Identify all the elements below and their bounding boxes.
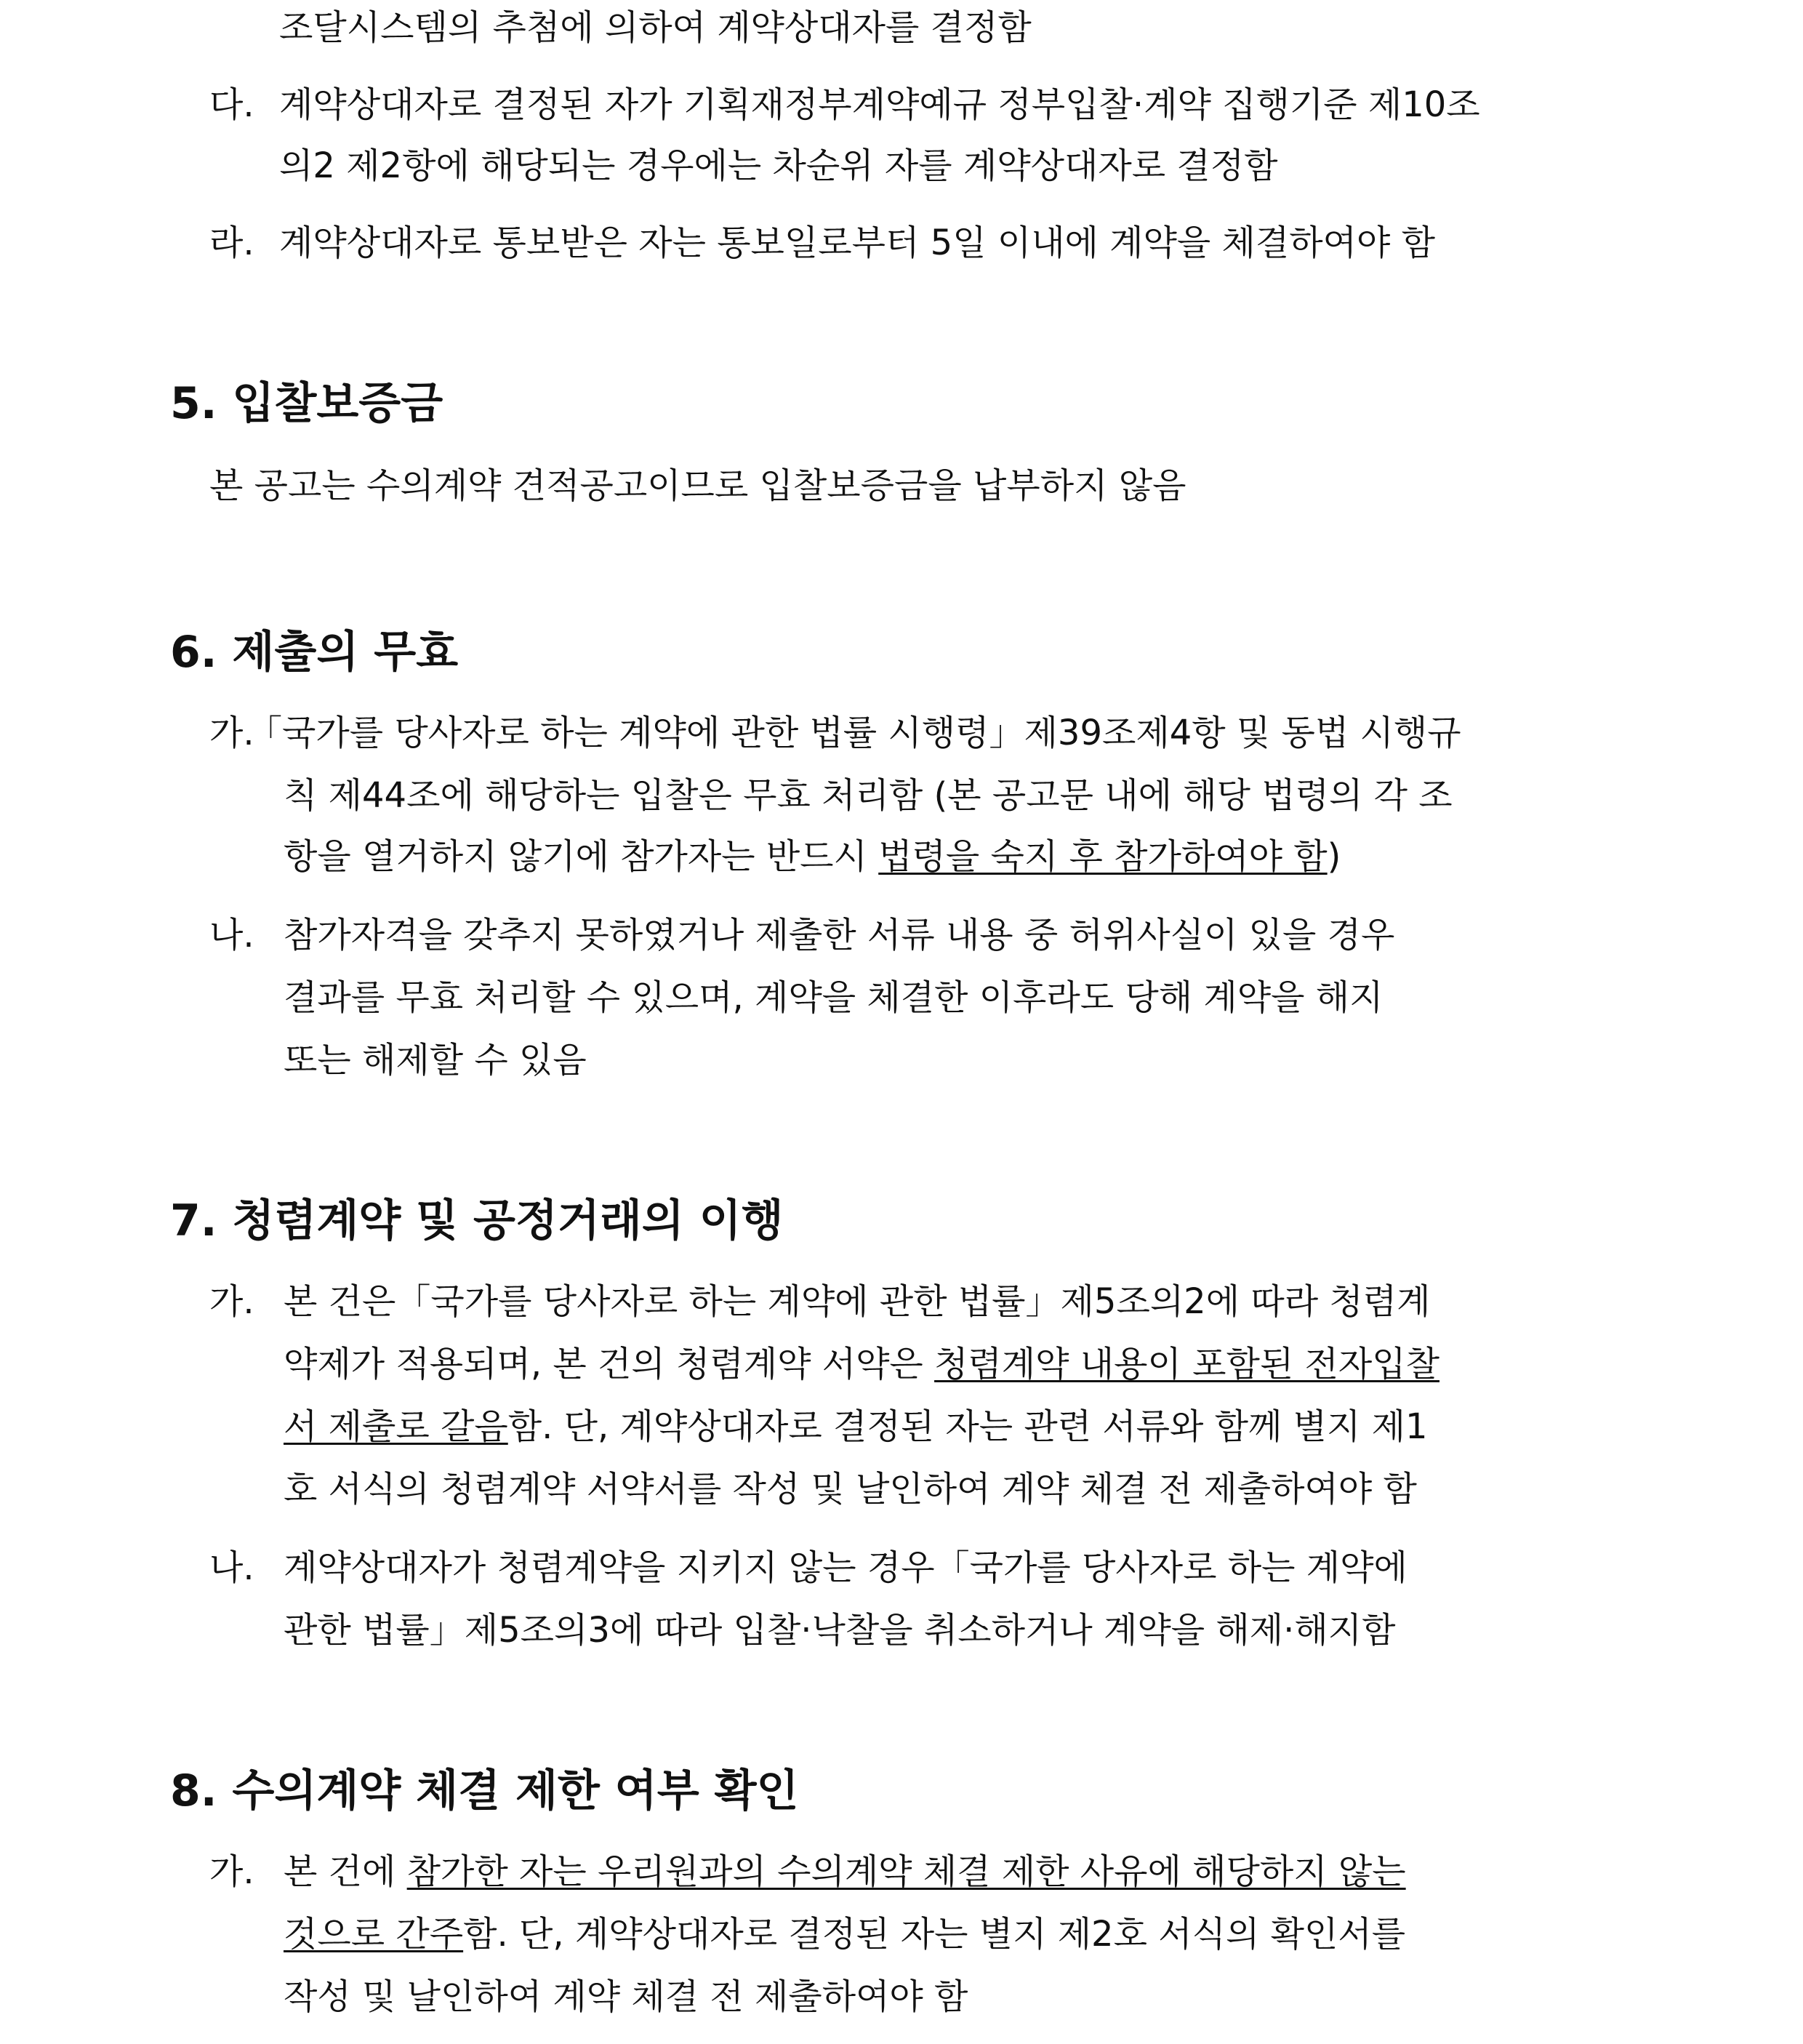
s4-item-ra-marker: 라. bbox=[209, 223, 254, 263]
s7-item-na-marker: 나. bbox=[209, 1547, 254, 1588]
section-8-title: 8. 수의계약 체결 제한 여부 확인 bbox=[170, 1766, 799, 1816]
s6-ga-line3-text: 항을 열거하지 않기에 참가자는 반드시 bbox=[284, 836, 879, 877]
s7-item-ga-line2 bbox=[284, 1344, 1439, 1384]
s7-item-na-line1: 계약상대자가 청렴계약을 지키지 않는 경우「국가를 당사자로 하는 계약에 bbox=[284, 1547, 1408, 1588]
s6-item-ga-marker: 가. bbox=[209, 713, 254, 753]
s6-ga-line3-close: ) bbox=[1327, 836, 1341, 877]
s8-item-ga-line2 bbox=[284, 1914, 1405, 1955]
s8-ga-line2-text: 함. 단, 계약상대자로 결정된 자는 별지 제2호 서식의 확인서를 bbox=[463, 1914, 1406, 1955]
s7-ga-line3-text: 함. 단, 계약상대자로 결정된 자는 관련 서류와 함께 별지 제1 bbox=[507, 1406, 1428, 1447]
s7-item-ga-line1: 본 건은「국가를 당사자로 하는 계약에 관한 법률」제5조의2에 따라 청렴계 bbox=[284, 1281, 1431, 1322]
s8-item-ga-marker: 가. bbox=[209, 1851, 254, 1892]
s6-item-na-line1: 참가자격을 갖추지 못하였거나 제출한 서류 내용 중 허위사실이 있을 경우 bbox=[284, 915, 1395, 955]
s8-ga-line1-text: 본 건에 bbox=[284, 1851, 407, 1892]
s7-item-ga-marker: 가. bbox=[209, 1281, 254, 1322]
s6-item-ga-line2: 칙 제44조에 해당하는 입찰은 무효 처리함 (본 공고문 내에 해당 법령의 각 조 bbox=[284, 775, 1453, 816]
s6-item-ga-line3 bbox=[284, 836, 1341, 877]
s8-ga-line1-underlined: 참가한 자는 우리원과의 수의계약 체결 제한 사유에 해당하지 않는 bbox=[406, 1851, 1406, 1892]
section-5-title: 5. 입찰보증금 bbox=[170, 378, 443, 429]
s4-continuation-line: 조달시스템의 추첨에 의하여 계약상대자를 결정함 bbox=[279, 7, 1032, 48]
s7-ga-line3-underlined: 서 제출로 갈음 bbox=[284, 1406, 508, 1447]
section-6-title: 6. 제출의 무효 bbox=[170, 627, 459, 678]
s4-item-da-line1: 계약상대자로 결정된 자가 기획재정부계약예규 정부입찰·계약 집행기준 제10조 bbox=[279, 84, 1480, 125]
s6-item-na-line2: 결과를 무효 처리할 수 있으며, 계약을 체결한 이후라도 당해 계약을 해지 bbox=[284, 977, 1384, 1018]
s7-ga-line2-underlined: 청렴계약 내용이 포함된 전자입찰 bbox=[934, 1344, 1439, 1384]
s4-item-ra-line1: 계약상대자로 통보받은 자는 통보일로부터 5일 이내에 계약을 체결하여야 함 bbox=[279, 223, 1436, 263]
s7-ga-line2-text: 약제가 적용되며, 본 건의 청렴계약 서약은 bbox=[284, 1344, 935, 1384]
s8-ga-line2-underlined: 것으로 간주 bbox=[284, 1914, 464, 1955]
s6-item-ga-line1: 「국가를 당사자로 하는 계약에 관한 법률 시행령」제39조제4항 및 동법 시행규 bbox=[247, 713, 1461, 753]
s6-item-na-line3: 또는 해제할 수 있음 bbox=[284, 1040, 587, 1081]
s7-item-ga-line3 bbox=[284, 1406, 1428, 1447]
s8-item-ga-line3: 작성 및 날인하여 계약 체결 전 제출하여야 함 bbox=[284, 1976, 968, 2017]
s6-item-na-marker: 나. bbox=[209, 915, 254, 955]
s6-ga-line3-underlined: 법령을 숙지 후 참가하여야 함 bbox=[878, 836, 1328, 877]
section-7-title: 7. 청렴계약 및 공정거래의 이행 bbox=[170, 1195, 784, 1246]
s7-item-ga-line4: 호 서식의 청렴계약 서약서를 작성 및 날인하여 계약 체결 전 제출하여야 함 bbox=[284, 1469, 1417, 1510]
s4-item-da-line2: 의2 제2항에 해당되는 경우에는 차순위 자를 계약상대자로 결정함 bbox=[279, 145, 1278, 186]
s4-item-da-marker: 다. bbox=[209, 84, 254, 125]
section-5-body: 본 공고는 수의계약 견적공고이므로 입찰보증금을 납부하지 않음 bbox=[209, 465, 1186, 506]
s8-item-ga-line1 bbox=[284, 1851, 1406, 1892]
s7-item-na-line2: 관한 법률」제5조의3에 따라 입찰·낙찰을 취소하거나 계약을 해제·해지함 bbox=[284, 1610, 1396, 1651]
